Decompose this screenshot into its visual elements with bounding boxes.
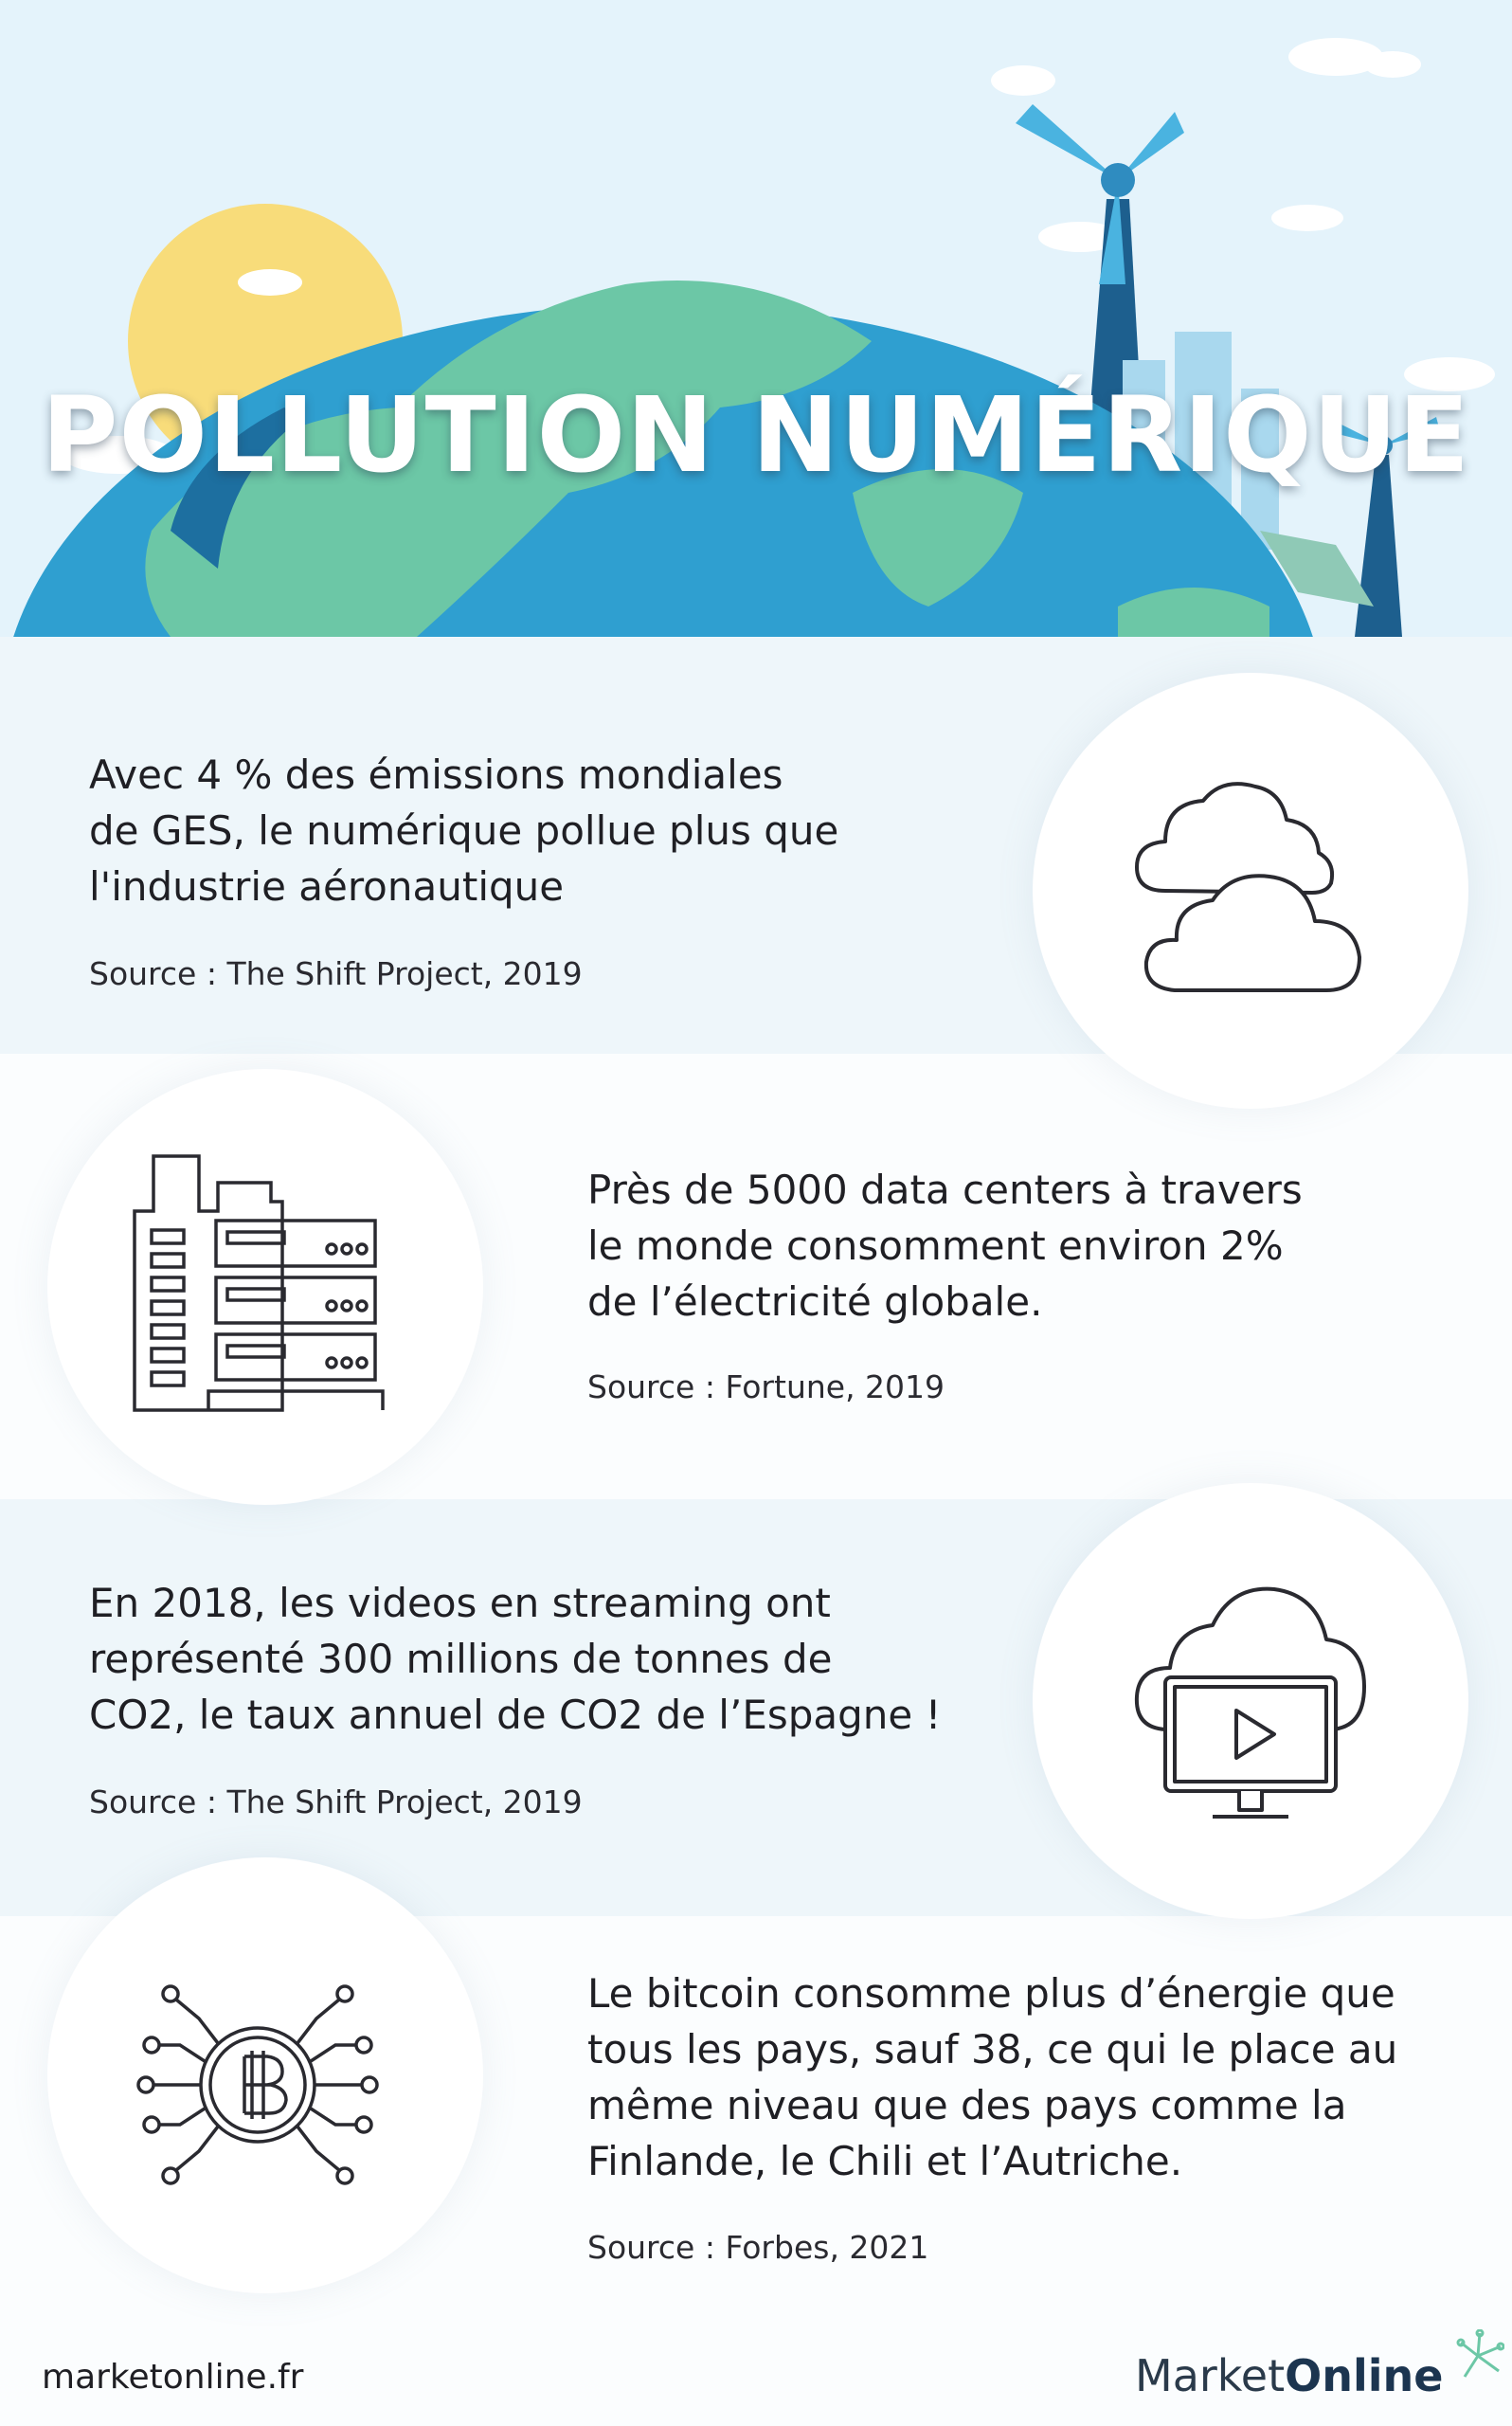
fact-2-source: Source : Fortune, 2019 <box>587 1368 945 1405</box>
fact-1-icon-circle <box>1033 673 1468 1109</box>
fact-1-line-1: Avec 4 % des émissions mondiales <box>89 751 783 798</box>
fact-4-icon-circle <box>47 1857 483 2293</box>
data-center-icon <box>47 1069 483 1505</box>
fact-1-source: Source : The Shift Project, 2019 <box>89 955 583 992</box>
fact-2-line-3: de l’électricité globale. <box>587 1278 1043 1325</box>
fact-3-text <box>89 1575 941 1743</box>
clouds-icon <box>1033 673 1468 1109</box>
earth-illustration <box>0 0 1512 637</box>
fact-2-line-1: Près de 5000 data centers à travers <box>587 1167 1303 1213</box>
fact-4-text <box>587 1965 1397 2189</box>
cloud-video-icon <box>1033 1483 1468 1919</box>
fact-3-line-2: représenté 300 millions de tonnes de <box>89 1636 833 1682</box>
logo-part-online: Online <box>1285 2350 1444 2401</box>
fact-2-line-2: le monde consomment environ 2% <box>587 1222 1284 1269</box>
fact-3-source: Source : The Shift Project, 2019 <box>89 1783 583 1820</box>
logo-spark-icon <box>1451 2329 1504 2382</box>
fact-1-line-2: de GES, le numérique pollue plus que <box>89 807 839 854</box>
fact-3-line-3: CO2, le taux annuel de CO2 de l’Espagne ! <box>89 1692 942 1738</box>
fact-4-line-1: Le bitcoin consomme plus d’énergie que <box>587 1970 1395 2017</box>
page-title: POLLUTION NUMÉRIQUE <box>41 374 1471 496</box>
fact-4-line-2: tous les pays, sauf 38, ce qui le place au <box>587 2026 1398 2073</box>
footer-url-link[interactable]: marketonline.fr <box>42 2358 304 2397</box>
hero-banner <box>0 0 1512 637</box>
fact-3-icon-circle <box>1033 1483 1468 1919</box>
fact-4-line-4: Finlande, le Chili et l’Autriche. <box>587 2138 1183 2184</box>
fact-4-line-3: même niveau que des pays comme la <box>587 2082 1347 2128</box>
fact-1-line-3: l'industrie aéronautique <box>89 863 565 910</box>
fact-2-icon-circle <box>47 1069 483 1505</box>
fact-2-text <box>587 1162 1303 1330</box>
bitcoin-network-icon <box>47 1857 483 2293</box>
fact-1-text <box>89 747 838 914</box>
logo-part-market: Market <box>1135 2350 1286 2401</box>
fact-3-line-1: En 2018, les videos en streaming ont <box>89 1580 831 1626</box>
fact-4-source: Source : Forbes, 2021 <box>587 2229 929 2266</box>
brand-logo <box>1135 2350 1504 2401</box>
